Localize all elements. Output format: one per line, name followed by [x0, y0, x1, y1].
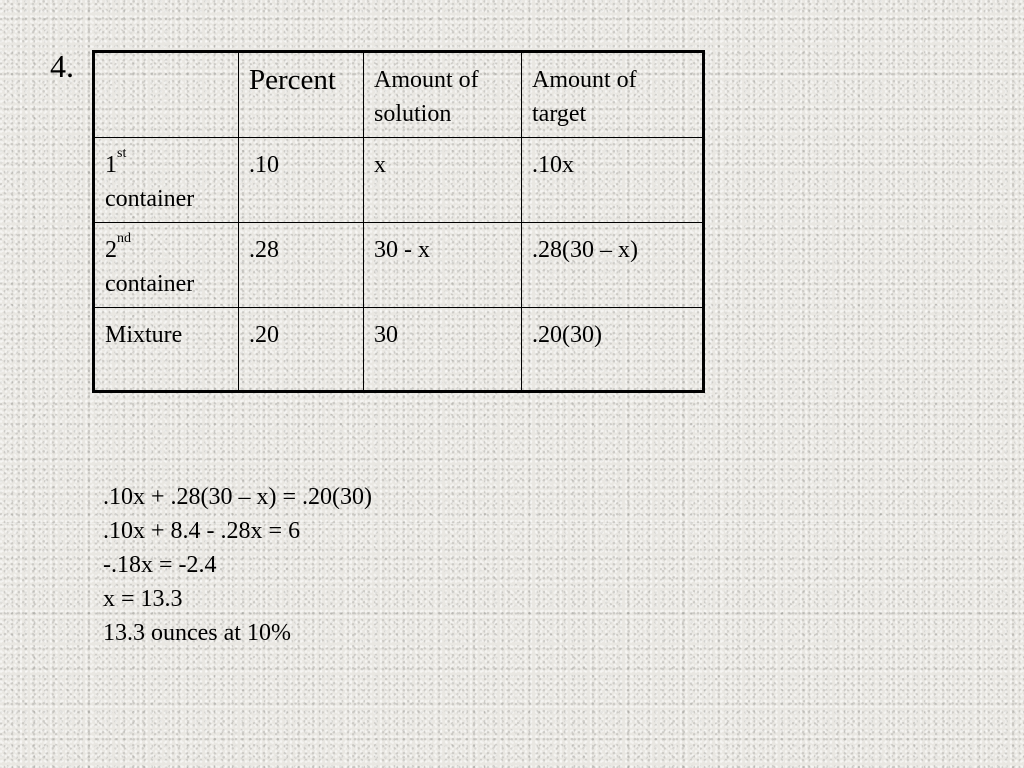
row-label [94, 308, 239, 392]
table-row [94, 138, 704, 223]
row-label-rest: container [105, 271, 195, 297]
row-label-superscript: st [117, 146, 127, 161]
amount-cell: x [364, 138, 522, 223]
row-label-rest: container [105, 186, 195, 212]
percent-cell: .28 [239, 223, 364, 308]
target-cell: .10x [522, 138, 704, 223]
target-cell: .28(30 – x) [522, 223, 704, 308]
header-cell-amount-solution: Amount of solution [364, 52, 522, 138]
target-cell: .20(30) [522, 308, 704, 392]
row-label-main: 1 [105, 152, 117, 178]
table-row [94, 308, 704, 392]
row-label-superscript: nd [117, 231, 131, 246]
answer-line: 13.3 ounces at 10% [103, 620, 291, 646]
equation-line: .10x + .28(30 – x) = .20(30) [103, 484, 373, 510]
equation-line: -.18x = -2.4 [103, 552, 217, 578]
table-row [94, 223, 704, 308]
amount-cell: 30 - x [364, 223, 522, 308]
amount-cell: 30 [364, 308, 522, 392]
row-label [94, 223, 239, 308]
problem-number: 4. [50, 48, 74, 84]
equation-line: .10x + 8.4 - .28x = 6 [103, 518, 301, 544]
solution-steps [103, 480, 372, 650]
header-cell-percent: Percent [239, 52, 364, 138]
header-cell-empty [94, 52, 239, 138]
header-cell-amount-target: Amount of target [522, 52, 704, 138]
row-label-main: 2 [105, 237, 117, 263]
mixture-table [92, 50, 705, 393]
table-header-row [94, 52, 704, 138]
row-label-main: Mixture [105, 322, 183, 348]
equation-line: x = 13.3 [103, 586, 183, 612]
percent-cell: .10 [239, 138, 364, 223]
percent-cell: .20 [239, 308, 364, 392]
row-label [94, 138, 239, 223]
